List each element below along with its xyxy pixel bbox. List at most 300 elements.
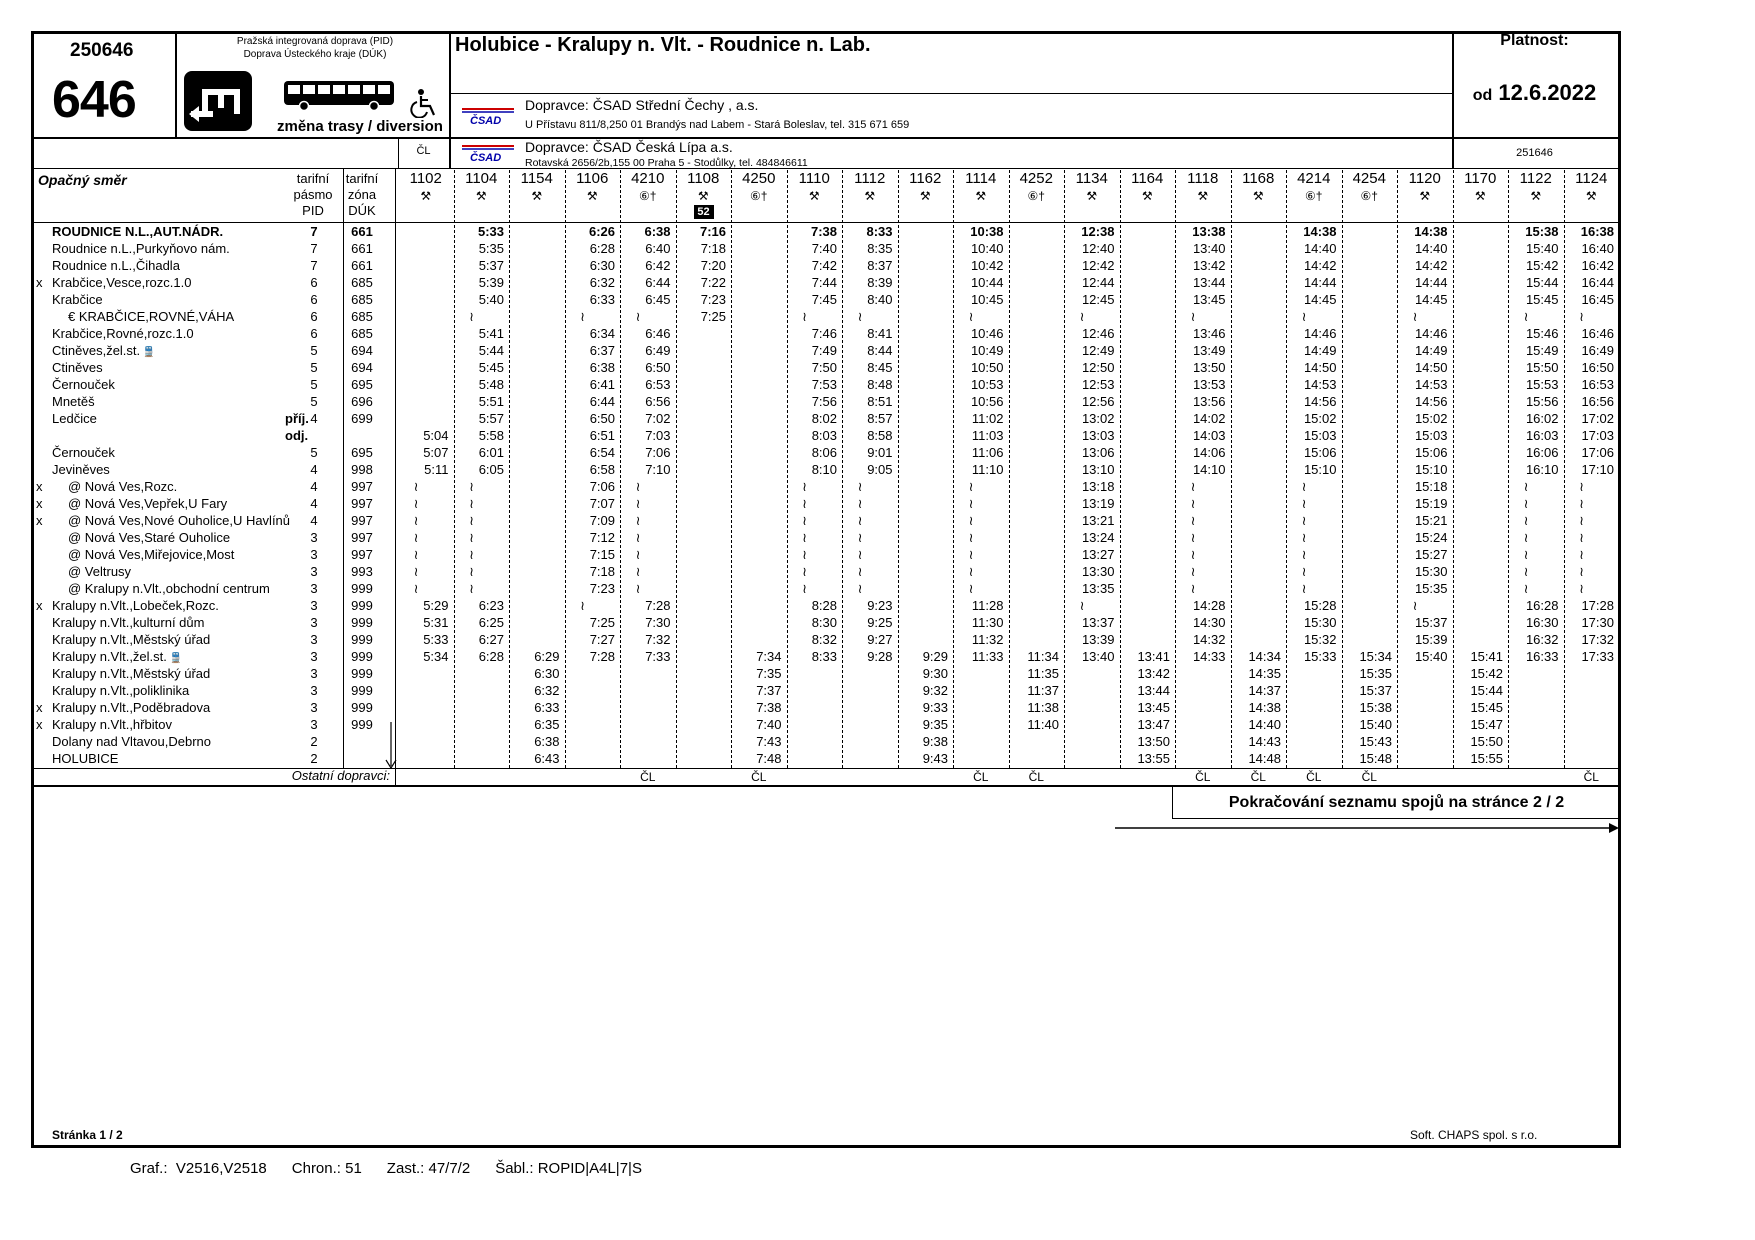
trip-number: 1118 xyxy=(1187,170,1219,187)
departure-time: 15:21 xyxy=(1414,513,1448,528)
departure-time: 5:33 xyxy=(477,224,504,239)
pass-through-mark: ≀ xyxy=(635,564,641,579)
departure-time: 5:48 xyxy=(478,377,504,392)
departure-time: 11:34 xyxy=(1027,649,1059,664)
departure-time: 7:49 xyxy=(811,343,837,358)
departure-time: 6:56 xyxy=(645,394,671,409)
departure-time: 15:40 xyxy=(1359,717,1392,732)
pass-through-mark: ≀ xyxy=(1301,513,1307,528)
departure-time: 9:23 xyxy=(867,598,893,613)
departure-time: 14:56 xyxy=(1414,394,1448,409)
departure-time: 11:37 xyxy=(1027,683,1059,698)
zone-duk: 999 xyxy=(351,683,373,698)
departure-time: 15:27 xyxy=(1414,547,1448,562)
pass-through-mark: ≀ xyxy=(1523,547,1529,562)
pass-through-mark: ≀ xyxy=(580,309,585,324)
departure-time: 13:45 xyxy=(1192,292,1226,307)
request-stop-mark: x xyxy=(36,496,43,511)
departure-time: 6:33 xyxy=(534,700,560,715)
departure-time: 9:01 xyxy=(867,445,893,460)
departure-time: 15:02 xyxy=(1414,411,1448,426)
carrier2-address: Rotavská 2656/2b,155 00 Praha 5 - Stodůlky, tel. 484846611 xyxy=(525,157,808,169)
departure-time: 13:41 xyxy=(1137,649,1170,664)
pass-through-mark: ≀ xyxy=(802,547,807,562)
other-carrier-mark: ČL xyxy=(1028,770,1044,784)
departure-time: 7:42 xyxy=(811,258,837,273)
pass-through-mark: ≀ xyxy=(635,530,641,545)
trip-number: 1124 xyxy=(1575,170,1608,187)
pass-through-mark: ≀ xyxy=(802,513,807,528)
departure-time: 16:40 xyxy=(1581,241,1614,256)
departure-time: 7:06 xyxy=(645,445,671,460)
departure-time: 15:42 xyxy=(1525,258,1559,273)
departure-time: 13:19 xyxy=(1081,496,1115,511)
departure-time: 17:02 xyxy=(1581,411,1614,426)
zone-pid: 7 xyxy=(310,241,318,256)
departure-time: 15:10 xyxy=(1303,462,1337,477)
zone-pid: 6 xyxy=(310,309,318,324)
departure-time: 11:03 xyxy=(971,428,1004,443)
pass-through-mark: ≀ xyxy=(802,530,807,545)
header-divider xyxy=(31,137,1621,139)
departure-time: 16:53 xyxy=(1581,377,1614,392)
trip-symbol: ⚒ xyxy=(919,189,931,203)
departure-time: 8:48 xyxy=(867,377,893,392)
departure-time: 6:30 xyxy=(589,258,615,273)
departure-time: 14:46 xyxy=(1414,326,1448,341)
zone-duk: 694 xyxy=(351,343,373,358)
departure-time: 15:43 xyxy=(1359,734,1392,749)
departure-time: 9:30 xyxy=(922,666,948,681)
other-carrier-mark: ČL xyxy=(1306,770,1322,784)
departure-time: 7:02 xyxy=(645,411,671,426)
stop-name: Ctiněves xyxy=(52,360,103,375)
pass-through-mark: ≀ xyxy=(968,547,974,562)
departure-time: 15:46 xyxy=(1525,326,1559,341)
trip-symbol: ⚒ xyxy=(697,189,709,203)
departure-time: 6:40 xyxy=(645,241,671,256)
zone-pid: 4 xyxy=(310,462,318,477)
departure-time: 13:44 xyxy=(1137,683,1170,698)
departure-time: 6:23 xyxy=(478,598,504,613)
departure-time: 13:49 xyxy=(1192,343,1226,358)
departure-time: 17:10 xyxy=(1581,462,1614,477)
departure-time: 14:02 xyxy=(1192,411,1226,426)
trip-symbol: ⚒ xyxy=(586,189,598,203)
pass-through-mark: ≀ xyxy=(635,581,641,596)
pass-through-mark: ≀ xyxy=(857,581,863,596)
stop-name: Mnetěš xyxy=(52,394,95,409)
trip-symbol: ⚒ xyxy=(420,189,432,203)
train-icon: 🚆 xyxy=(166,653,183,664)
departure-time: 5:41 xyxy=(478,326,504,341)
request-stop-mark: x xyxy=(36,598,43,613)
departure-time: 10:38 xyxy=(970,224,1004,239)
departure-time: 15:45 xyxy=(1525,292,1559,307)
pass-through-mark: ≀ xyxy=(857,530,863,545)
arrival-label: příj. xyxy=(285,411,309,426)
trip-number: 1120 xyxy=(1408,170,1441,187)
arrow-down-icon xyxy=(384,722,398,770)
departure-time: 15:34 xyxy=(1359,649,1392,664)
pass-through-mark: ≀ xyxy=(1190,479,1196,494)
pass-through-mark: ≀ xyxy=(580,598,585,613)
pass-through-mark: ≀ xyxy=(1412,598,1418,613)
stop-name: Jeviněves xyxy=(52,462,110,477)
departure-time: 6:28 xyxy=(478,649,504,664)
request-stop-mark: x xyxy=(36,479,43,494)
departure-time: 5:34 xyxy=(423,649,449,664)
departure-time: 16:50 xyxy=(1581,360,1614,375)
continuation-text[interactable]: Pokračování seznamu spojů na stránce 2 / 2 xyxy=(1228,794,1565,811)
departure-time: 7:23 xyxy=(589,581,615,596)
departure-time: 5:37 xyxy=(478,258,504,273)
line-code: 250646 xyxy=(70,40,134,61)
pass-through-mark: ≀ xyxy=(1301,530,1307,545)
departure-time: 15:55 xyxy=(1470,751,1503,766)
route-title: Holubice - Kralupy n. Vlt. - Roudnice n. Lab. xyxy=(455,34,871,56)
departure-time: 8:37 xyxy=(867,258,893,273)
bus-icon xyxy=(282,78,398,112)
stop-name: Kralupy n.Vlt.,Městský úřad xyxy=(52,666,211,681)
pass-through-mark: ≀ xyxy=(469,513,474,528)
zone-pid: 4 xyxy=(310,411,318,426)
trip-number: 1122 xyxy=(1519,170,1552,187)
departure-time: 15:41 xyxy=(1470,649,1503,664)
departure-time: 17:28 xyxy=(1581,598,1614,613)
departure-time: 5:33 xyxy=(423,632,449,647)
pass-through-mark: ≀ xyxy=(1301,496,1307,511)
departure-time: 8:51 xyxy=(867,394,893,409)
departure-time: 8:33 xyxy=(811,649,837,664)
svg-text:ČSAD: ČSAD xyxy=(470,152,502,164)
trip-symbol: ⚒ xyxy=(1474,189,1486,203)
zone-duk: 685 xyxy=(351,326,373,341)
trip-symbol: ⑥† xyxy=(750,189,768,203)
departure-time: 7:18 xyxy=(589,564,615,579)
departure-time: 11:10 xyxy=(971,462,1004,477)
stop-name: Kralupy n.Vlt.,Městský úřad xyxy=(52,632,211,647)
trip-number: 1154 xyxy=(520,170,553,187)
departure-time: 15:03 xyxy=(1303,428,1337,443)
stop-name: Kralupy n.Vlt.,Lobeček,Rozc. xyxy=(52,598,219,613)
csad-logo-1 xyxy=(460,103,516,127)
trip-number: 4254 xyxy=(1352,170,1386,187)
trip-symbol: ⚒ xyxy=(1530,189,1542,203)
page-number: Stránka 1 / 2 xyxy=(52,1128,123,1142)
departure-time: 6:44 xyxy=(589,394,615,409)
departure-time: 7:25 xyxy=(589,615,615,630)
departure-time: 13:27 xyxy=(1081,547,1115,562)
stop-name: ROUDNICE N.L.,AUT.NÁDR. xyxy=(52,224,224,239)
pass-through-mark: ≀ xyxy=(968,564,974,579)
stop-name: Kralupy n.Vlt.,hřbitov xyxy=(52,717,172,732)
departure-time: 6:33 xyxy=(589,292,615,307)
request-stop-mark: x xyxy=(36,275,43,290)
zone-pid: 3 xyxy=(310,598,318,613)
line-number: 646 xyxy=(52,71,136,129)
departure-time: 14:48 xyxy=(1248,751,1281,766)
zone-duk: 999 xyxy=(351,717,373,732)
departure-time: 6:51 xyxy=(589,428,615,443)
pass-through-mark: ≀ xyxy=(1579,479,1584,494)
departure-time: 11:28 xyxy=(971,598,1004,613)
trip-badge: 52 xyxy=(694,205,714,219)
departure-time: 7:33 xyxy=(645,649,671,664)
departure-time: 14:35 xyxy=(1248,666,1281,681)
trip-symbol: ⚒ xyxy=(475,189,487,203)
stop-name: Krabčice xyxy=(52,292,103,307)
col-sep-times xyxy=(395,168,396,785)
pass-through-mark: ≀ xyxy=(857,496,863,511)
zone-pid: 3 xyxy=(310,564,318,579)
departure-time: 13:50 xyxy=(1192,360,1226,375)
departure-time: 8:10 xyxy=(811,462,837,477)
departure-time: 7:20 xyxy=(700,258,726,273)
departure-time: 7:53 xyxy=(811,377,837,392)
departure-time: 6:25 xyxy=(478,615,504,630)
pass-through-mark: ≀ xyxy=(1190,564,1196,579)
departure-time: 5:04 xyxy=(423,428,449,443)
stop-name: Kralupy n.Vlt.,kulturní dům xyxy=(52,615,205,630)
zone-pid: 2 xyxy=(310,751,318,766)
stop-name: @ Nová Ves,Vepřek,U Fary xyxy=(68,496,228,511)
pass-through-mark: ≀ xyxy=(413,564,419,579)
pass-through-mark: ≀ xyxy=(1301,581,1307,596)
trip-symbol: ⚒ xyxy=(1086,189,1098,203)
title-divider xyxy=(449,93,1452,94)
stop-name: Kralupy n.Vlt.,Poděbradova xyxy=(52,700,211,715)
departure-time: 5:57 xyxy=(478,411,504,426)
pass-through-mark: ≀ xyxy=(413,530,419,545)
departure-time: 14:42 xyxy=(1414,258,1448,273)
other-carrier-mark: ČL xyxy=(1361,770,1377,784)
departure-label: odj. xyxy=(285,428,309,443)
pass-through-mark: ≀ xyxy=(469,309,474,324)
pass-through-mark: ≀ xyxy=(635,496,641,511)
departure-time: 6:32 xyxy=(589,275,615,290)
zone-pid: 6 xyxy=(310,292,318,307)
stop-name: Dolany nad Vltavou,Debrno xyxy=(52,734,211,749)
departure-time: 8:28 xyxy=(811,598,837,613)
trip-symbol: ⑥† xyxy=(1305,189,1323,203)
departure-time: 16:03 xyxy=(1525,428,1559,443)
departure-time: 15:49 xyxy=(1525,343,1559,358)
zone-duk: 685 xyxy=(351,309,373,324)
departure-time: 12:40 xyxy=(1081,241,1115,256)
trip-symbol: ⚒ xyxy=(864,189,876,203)
departure-time: 11:40 xyxy=(1027,717,1059,732)
departure-time: 13:45 xyxy=(1137,700,1170,715)
trip-symbol: ⑥† xyxy=(1027,189,1045,203)
pass-through-mark: ≀ xyxy=(469,547,474,562)
departure-time: 16:06 xyxy=(1525,445,1559,460)
departure-time: 10:44 xyxy=(970,275,1004,290)
departure-time: 14:38 xyxy=(1248,700,1281,715)
trip-number: 1108 xyxy=(687,170,720,187)
pass-through-mark: ≀ xyxy=(1079,598,1085,613)
departure-time: 15:03 xyxy=(1414,428,1448,443)
departure-time: 17:03 xyxy=(1581,428,1614,443)
departure-time: 7:40 xyxy=(756,717,782,732)
pass-through-mark: ≀ xyxy=(1301,309,1307,324)
departure-time: 11:02 xyxy=(971,411,1004,426)
departure-time: 15:30 xyxy=(1414,564,1448,579)
zone-pid: 4 xyxy=(310,479,318,494)
departure-time: 15:06 xyxy=(1414,445,1448,460)
other-carriers-label: Ostatní dopravci: xyxy=(291,768,390,783)
request-stop-mark: x xyxy=(36,700,43,715)
departure-time: 9:32 xyxy=(922,683,948,698)
trip-number: 1162 xyxy=(909,170,942,187)
pass-through-mark: ≀ xyxy=(1523,479,1529,494)
departure-time: 15:30 xyxy=(1303,615,1337,630)
carrier2-name: Dopravce: ČSAD Česká Lípa a.s. xyxy=(525,139,733,155)
departure-time: 7:34 xyxy=(756,649,782,664)
stop-name: @ Veltrusy xyxy=(68,564,132,579)
zone-duk: 997 xyxy=(351,513,373,528)
departure-time: 6:49 xyxy=(645,343,671,358)
zone-pid: 7 xyxy=(310,258,318,273)
pass-through-mark: ≀ xyxy=(469,530,474,545)
departure-time: 13:18 xyxy=(1081,479,1115,494)
departure-time: 6:27 xyxy=(478,632,504,647)
zone-pid: 3 xyxy=(310,666,318,681)
trip-number: 1134 xyxy=(1075,170,1108,187)
trip-symbol: ⚒ xyxy=(1141,189,1153,203)
departure-time: 14:33 xyxy=(1192,649,1226,664)
stop-name: @ Nová Ves,Rozc. xyxy=(68,479,178,494)
departure-time: 6:42 xyxy=(645,258,671,273)
trip-symbol: ⑥† xyxy=(639,189,657,203)
departure-time: 5:07 xyxy=(423,445,449,460)
departure-time: 10:53 xyxy=(970,377,1004,392)
zone-duk: 999 xyxy=(351,615,373,630)
departure-time: 16:28 xyxy=(1525,598,1559,613)
pass-through-mark: ≀ xyxy=(802,564,807,579)
departure-time: 6:35 xyxy=(534,717,560,732)
pass-through-mark: ≀ xyxy=(1523,564,1529,579)
departure-time: 15:02 xyxy=(1303,411,1337,426)
departure-time: 5:58 xyxy=(478,428,504,443)
departure-time: 7:07 xyxy=(589,496,615,511)
departure-time: 14:03 xyxy=(1192,428,1226,443)
departure-time: 8:41 xyxy=(867,326,893,341)
departure-time: 14:40 xyxy=(1414,241,1448,256)
departure-time: 14:53 xyxy=(1414,377,1448,392)
zone-pid: 6 xyxy=(310,275,318,290)
departure-time: 7:28 xyxy=(589,649,615,664)
departure-time: 7:35 xyxy=(756,666,782,681)
trip-number: 1106 xyxy=(576,170,609,187)
pass-through-mark: ≀ xyxy=(802,581,807,596)
departure-time: 12:44 xyxy=(1081,275,1115,290)
pass-through-mark: ≀ xyxy=(1190,309,1196,324)
zone-pid: 5 xyxy=(310,343,318,358)
departure-time: 13:30 xyxy=(1081,564,1115,579)
pass-through-mark: ≀ xyxy=(1579,530,1584,545)
pass-through-mark: ≀ xyxy=(1301,547,1307,562)
carrier2-abbrev: ČL xyxy=(416,145,431,157)
departure-time: 13:40 xyxy=(1081,649,1115,664)
departure-time: 7:38 xyxy=(810,224,837,239)
trip-number: 1114 xyxy=(965,170,997,187)
other-carrier-mark: ČL xyxy=(973,770,989,784)
departure-time: 13:44 xyxy=(1192,275,1226,290)
pass-through-mark: ≀ xyxy=(857,547,863,562)
departure-time: 8:02 xyxy=(811,411,837,426)
zone-duk: 999 xyxy=(351,598,373,613)
departure-time: 8:03 xyxy=(811,428,837,443)
departure-time: 7:38 xyxy=(756,700,782,715)
departure-time: 14:46 xyxy=(1303,326,1337,341)
departure-time: 5:40 xyxy=(478,292,504,307)
validity-date: 12.6.2022 xyxy=(1498,80,1597,105)
departure-time: 14:42 xyxy=(1303,258,1337,273)
zone-pid: 3 xyxy=(310,683,318,698)
departure-time: 7:16 xyxy=(699,224,726,239)
departure-time: 6:01 xyxy=(478,445,504,460)
departure-time: 15:32 xyxy=(1303,632,1337,647)
departure-time: 5:11 xyxy=(424,462,449,477)
departure-time: 6:53 xyxy=(645,377,671,392)
trip-number: 1110 xyxy=(798,170,830,187)
departure-time: 6:41 xyxy=(589,377,615,392)
stop-name: Kralupy n.Vlt.,žel.st. 🚆 xyxy=(52,649,183,664)
zone-duk: 997 xyxy=(351,479,373,494)
departure-time: 5:35 xyxy=(478,241,504,256)
departure-time: 14:38 xyxy=(1303,224,1337,239)
departure-time: 16:10 xyxy=(1525,462,1559,477)
pass-through-mark: ≀ xyxy=(968,513,974,528)
departure-time: 14:53 xyxy=(1303,377,1337,392)
departure-time: 14:44 xyxy=(1303,275,1337,290)
stop-name: Kralupy n.Vlt.,poliklinika xyxy=(52,683,190,698)
departure-time: 9:29 xyxy=(922,649,948,664)
csad-logo-2 xyxy=(460,140,516,164)
header-row-line xyxy=(31,222,1621,223)
departure-time: 14:49 xyxy=(1303,343,1337,358)
departure-time: 15:19 xyxy=(1414,496,1448,511)
zone-pid: 3 xyxy=(310,700,318,715)
departure-time: 15:53 xyxy=(1525,377,1559,392)
departure-time: 17:06 xyxy=(1581,445,1614,460)
zone-pid: 5 xyxy=(310,445,318,460)
departure-time: 7:40 xyxy=(811,241,837,256)
pass-through-mark: ≀ xyxy=(968,309,974,324)
trip-number: 1112 xyxy=(854,170,886,187)
zone-pid: 5 xyxy=(310,360,318,375)
departure-time: 10:45 xyxy=(970,292,1004,307)
zone-duk: 685 xyxy=(351,292,373,307)
departure-time: 14:40 xyxy=(1303,241,1337,256)
pass-through-mark: ≀ xyxy=(857,479,863,494)
departure-time: 12:53 xyxy=(1081,377,1115,392)
departure-time: 14:56 xyxy=(1303,394,1337,409)
zone-pid: 5 xyxy=(310,394,318,409)
departure-time: 16:56 xyxy=(1581,394,1614,409)
departure-time: 12:38 xyxy=(1081,224,1115,239)
departure-time: 9:33 xyxy=(922,700,948,715)
pass-through-mark: ≀ xyxy=(1579,581,1584,596)
train-icon: 🚆 xyxy=(140,347,156,358)
departure-time: 7:45 xyxy=(811,292,837,307)
departure-time: 6:43 xyxy=(534,751,560,766)
zone-duk: 699 xyxy=(351,411,373,426)
departure-time: 16:32 xyxy=(1525,632,1559,647)
departure-time: 7:25 xyxy=(700,309,726,324)
trip-symbol: ⑥† xyxy=(1360,189,1378,203)
